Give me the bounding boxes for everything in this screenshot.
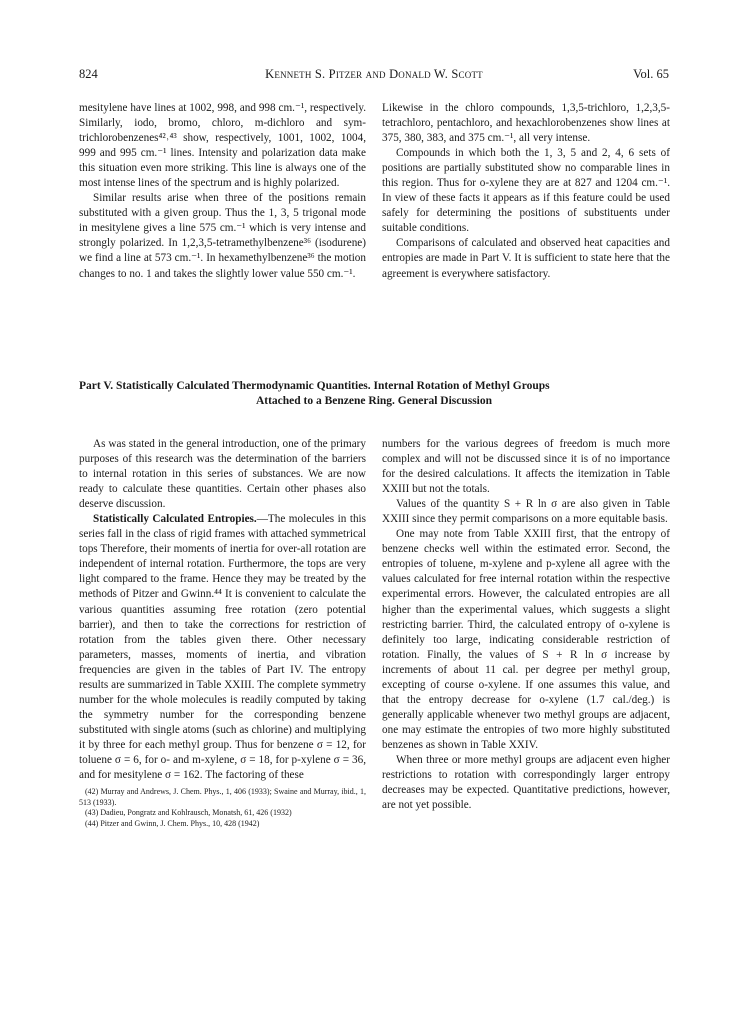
paragraph: When three or more methyl groups are adjacent even higher restrictions to rotation with correspondingly larger entropy decreases may be expected. Quantitative predictions, however, are not yet possible. (382, 753, 670, 812)
bottom-left-column (79, 437, 366, 829)
volume-label: Vol. 65 (633, 67, 669, 81)
top-left-column (79, 101, 366, 282)
paragraph: Similar results arise when three of the positions remain substituted with a given group. Thus the 1, 3, 5 trigonal mode in mesitylene gives a line 575 cm.⁻¹ which is very intense and strongly polarized. In 1,2,3,5-tetramethylbenzene³⁶ (isodurene) we find a line at 573 cm.⁻¹. In hexamethylbenzene³⁶ the motion changes to no. 1 and takes the slightly lower value 550 cm.⁻¹. (79, 192, 366, 280)
paragraph: One may note from Table XXIII first, that the entropy of benzene checks well within the estimated error. Second, the entropies of toluene, m-xylene and p-xylene all agree with the values calculated for free internal rotation within the respective experimental errors. However, the calculated entropies are all higher than the experimental values, which suggests a slight restricting barrier. Third, the calculated entropy of o-xylene is definitely too large, indicating considerable restriction of rotation. Finally, the values of S + R ln σ increase by increments of about 11 cal. per degree per methyl group, excepting of course o-xylene. If one assumes this value, and that the entropy decrease for o-xylene (1.7 cal./deg.) is generally applicable whenever two methyl groups are adjacent, one may estimate the entropies of two more highly substituted benzenes as shown in Table XXIV. (382, 528, 670, 751)
bottom-right-column (382, 437, 670, 813)
running-title: Kenneth S. Pitzer and Donald W. Scott (265, 67, 483, 81)
footnote: (42) Murray and Andrews, J. Chem. Phys., 1, 406 (1933); Swaine and Murray, ibid., 1, 513 (1933). (79, 787, 366, 807)
page-number: 824 (79, 67, 98, 81)
footnote: (44) Pitzer and Gwinn, J. Chem. Phys., 10, 428 (1942) (85, 818, 260, 828)
paragraph: Likewise in the chloro compounds, 1,3,5-trichloro, 1,2,3,5-tetrachloro, pentachloro, and hexachlorobenzenes show lines at 375, 380, 383, and 375 cm.⁻¹, all very intense. (382, 102, 670, 145)
top-right-column (382, 101, 670, 282)
part-heading (79, 379, 669, 409)
paragraph: Values of the quantity S + R ln σ are also given in Table XXIII since they permit comparisons on a more equitable basis. (382, 498, 670, 526)
footnotes (79, 787, 366, 829)
paragraph-body: —The molecules in this series fall in the class of rigid frames with attached symmetrical tops Therefore, their moments of inertia for over-all rotation are independent of internal rotation. Furthermore, the tops are very light compared to the frame. Hence they may be treated by the methods of Pitzer and Gwinn.⁴⁴ It is convenient to calculate the various quantities assuming free rotation (zero potential barrier), and then to take the corrections for restriction of rotation from the tables given there. Other necessary parameters, masses, moments of inertia, and vibration frequencies are given in the tables of Part IV. The entropy results are summarized in Table XXIII. The complete symmetry number for the whole molecules is readily computed by taking the symmetry number for the corresponding benzene substituted with single atoms (such as chlorine) and multiplying it by three for each methyl group. Thus for benzene σ = 12, for toluene σ = 6, for o- and m-xylene, σ = 18, for p-xylene σ = 36, and for mesitylene σ = 162. The factoring of these (79, 513, 366, 782)
paragraph: mesitylene have lines at 1002, 998, and 998 cm.⁻¹, respectively. Similarly, iodo, bromo, chloro, m-dichloro and sym-trichlorobenzenes⁴²˒⁴³ show, respectively, 1001, 1002, 1004, 999 and 995 cm.⁻¹ lines. Intensity and polarization data make this situation even more striking. This line is always one of the most intense lines of the spectrum and is highly polarized. (79, 102, 366, 190)
paragraph: As was stated in the general introduction, one of the primary purposes of this research was the determination of the barriers to internal rotation in this series of substances. We are now ready to calculate these quantities. Certain other phases also deserve discussion. (79, 438, 366, 511)
footnote: (43) Dadieu, Pongratz and Kohlrausch, Monatsh, 61, 426 (1932) (85, 808, 292, 818)
part-heading-line-2: Attached to a Benzene Ring. General Discussion (255, 395, 493, 407)
section-title: Statistically Calculated Entropies. (93, 513, 257, 526)
paragraph: Compounds in which both the 1, 3, 5 and 2, 4, 6 sets of positions are partially substituted show no comparable lines in this region. Thus for o-xylene they are at 827 and 1204 cm.⁻¹. In view of these facts it appears as if this feature could be used safely for determining the positions of substituents under suitable conditions. (382, 147, 670, 235)
paragraph (79, 512, 366, 783)
part-heading-line-1: Part V. Statistically Calculated Thermodynamic Quantities. Internal Rotation of Methyl Groups (79, 380, 550, 392)
paragraph: numbers for the various degrees of freedom is much more complex and will not be discussed since it is of no importance for the desired calculations. It affects the itemization in Table XXIII but not the totals. (382, 438, 670, 496)
paragraph: Comparisons of calculated and observed heat capacities and entropies are made in Part V. It is sufficient to state here that the agreement is everywhere satisfactory. (382, 237, 670, 280)
